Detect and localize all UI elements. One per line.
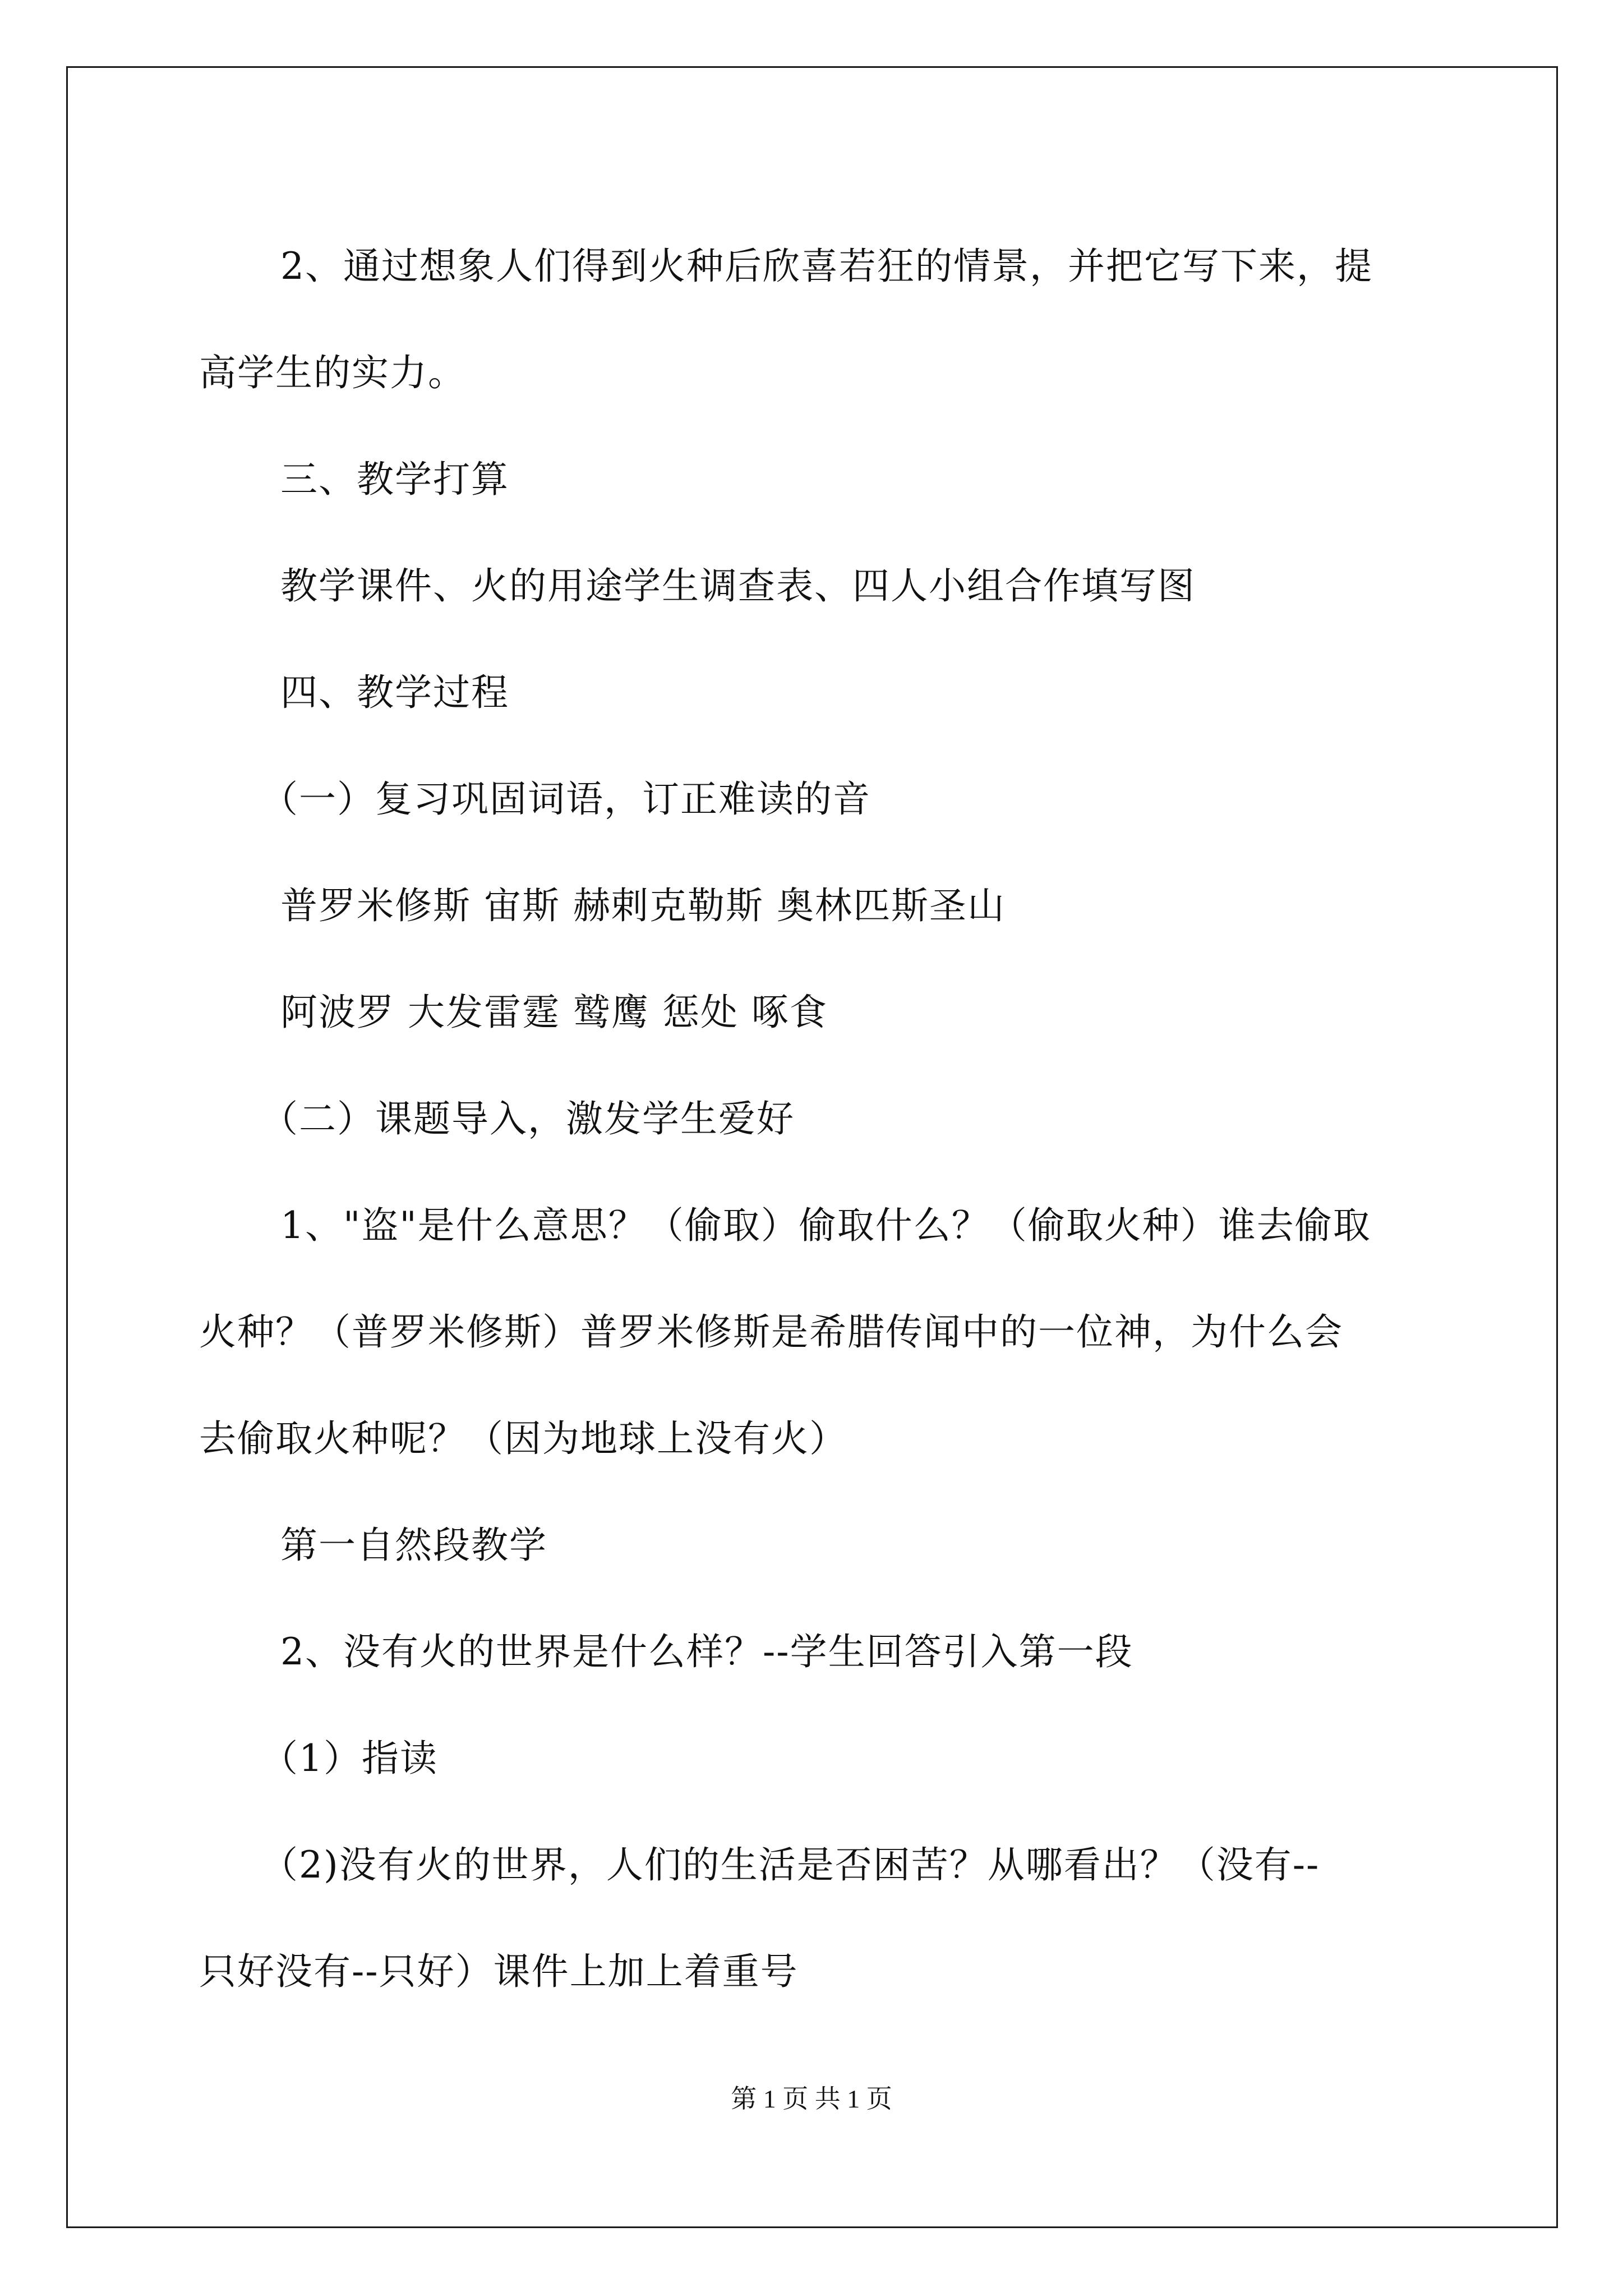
- section-heading: 三、教学打算: [280, 458, 509, 501]
- text-line: 只好没有--只好）课件上加上着重号: [199, 1950, 799, 1993]
- vocabulary-line: 阿波罗 大发雷霆 鹫鹰 惩处 啄食: [280, 991, 828, 1034]
- subsection-heading: （二）课题导入，激发学生爱好: [261, 1097, 795, 1140]
- text-line: （2)没有火的世界，人们的生活是否困苦？从哪看出？（没有--: [261, 1843, 1320, 1887]
- text-line: 第一自然段教学: [280, 1524, 547, 1567]
- text-line: 1、"盗"是什么意思？（偷取）偷取什么？（偷取火种）谁去偷取: [280, 1204, 1371, 1247]
- section-heading: 四、教学过程: [280, 671, 509, 714]
- text-line: 2、通过想象人们得到火种后欣喜若狂的情景，并把它写下来，提: [280, 245, 1373, 288]
- text-line: （1）指读: [261, 1737, 438, 1780]
- vocabulary-line: 普罗米修斯 宙斯 赫剌克勒斯 奥林匹斯圣山: [280, 884, 1006, 927]
- subsection-heading: （一）复习巩固词语，订正难读的音: [261, 777, 871, 821]
- text-line: 2、没有火的世界是什么样？--学生回答引入第一段: [280, 1630, 1133, 1673]
- text-line: 去偷取火种呢？（因为地球上没有火）: [199, 1417, 847, 1460]
- text-line: 火种？（普罗米修斯）普罗米修斯是希腊传闻中的一位神，为什么会: [199, 1310, 1343, 1354]
- text-line: 高学生的实力。: [199, 351, 466, 394]
- text-line: 教学课件、火的用途学生调查表、四人小组合作填写图: [280, 564, 1196, 608]
- page-number-footer: 第 1 页 共 1 页: [731, 2085, 892, 2113]
